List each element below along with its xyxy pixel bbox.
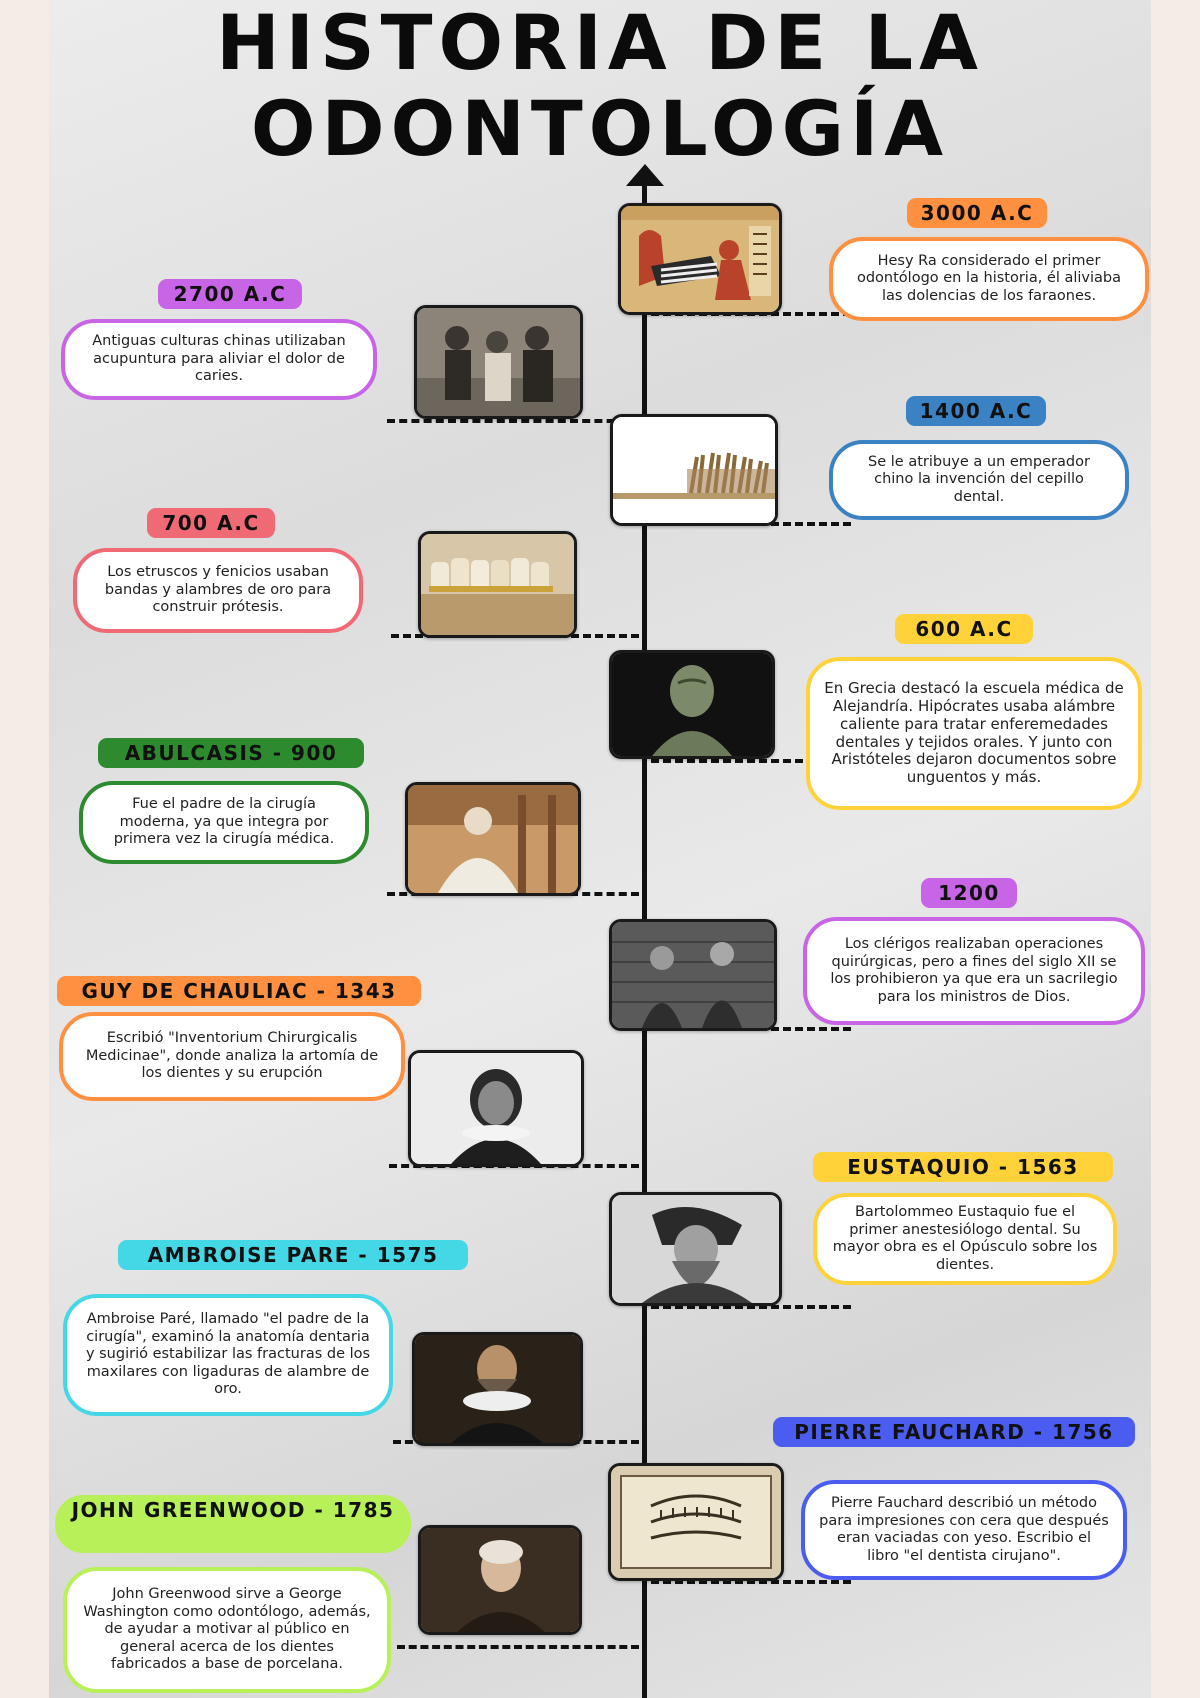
page-title	[49, 0, 1151, 172]
label-3000ac: 3000 A.C	[907, 198, 1047, 228]
photo-egyptian-wall-painting	[618, 203, 782, 315]
photo-eustaquio	[609, 1192, 782, 1306]
photo-greek-bust	[609, 650, 775, 759]
label-1343: GUY DE CHAULIAC - 1343	[57, 976, 421, 1006]
label-1575: AMBROISE PARE - 1575	[118, 1240, 468, 1270]
photo-chauliac	[408, 1050, 584, 1167]
photo-bristle-brush	[610, 414, 778, 526]
title-line-2: ODONTOLOGÍA	[250, 84, 950, 173]
card-2700ac: Antiguas culturas chinas utilizaban acupuntura para aliviar el dolor de caries.	[61, 319, 377, 400]
label-1756: PIERRE FAUCHARD - 1756	[773, 1417, 1135, 1447]
label-1400ac: 1400 A.C	[906, 396, 1046, 426]
photo-gold-band-teeth	[418, 531, 577, 638]
card-1343: Escribió "Inventorium Chirurgicalis Medicinae", donde analiza la artomía de los dientes y su erupción	[59, 1012, 405, 1101]
label-1563: EUSTAQUIO - 1563	[813, 1152, 1113, 1182]
connector-1785	[397, 1645, 639, 1649]
infographic-sheet	[49, 0, 1151, 1698]
label-600ac: 600 A.C	[895, 614, 1033, 644]
connector-2700ac	[387, 419, 639, 423]
card-1400ac: Se le atribuye a un emperador chino la invención del cepillo dental.	[829, 440, 1129, 520]
card-1785: John Greenwood sirve a George Washington como odontólogo, además, de ayudar a motivar al público en general acerca de los dientes fabricados a base de porcelana.	[63, 1567, 391, 1693]
card-1563: Bartolommeo Eustaquio fue el primer anestesiólogo dental. Su mayor obra es el Opúsculo sobre los dientes.	[813, 1193, 1117, 1285]
title-line-1: HISTORIA DE LA	[216, 0, 984, 87]
photo-clergy-engraving	[609, 919, 777, 1031]
label-1200: 1200	[921, 878, 1017, 908]
photo-pare	[412, 1332, 583, 1446]
label-2700ac: 2700 A.C	[158, 279, 302, 309]
photo-greenwood	[418, 1525, 582, 1635]
card-1756: Pierre Fauchard describió un método para impresiones con cera que después eran vaciadas con yeso. Escribio el libro "el dentista cirujano".	[801, 1480, 1127, 1580]
card-600ac: En Grecia destacó la escuela médica de Alejandría. Hipócrates usaba alámbre caliente para tratar enferemedades dentales y tejidos orales. Y junto con Aristóteles dejaron documentos sobre unguentos y más.	[806, 657, 1142, 810]
label-700ac: 700 A.C	[147, 508, 275, 538]
card-1200: Los clérigos realizaban operaciones quirúrgicas, pero a fines del siglo XII se los prohibieron ya que era un sacrilegio para los ministros de Dios.	[803, 917, 1145, 1025]
photo-abulcasis	[405, 782, 581, 896]
label-900: ABULCASIS - 900	[98, 738, 364, 768]
card-1575: Ambroise Paré, llamado "el padre de la cirugía", examinó la anatomía dentaria y sugirió estabilizar las fracturas de los maxilares con ligaduras de alambre de oro.	[63, 1294, 393, 1416]
card-3000ac: Hesy Ra considerado el primer odontólogo en la historia, él aliviaba las dolencias de los faraones.	[829, 237, 1149, 321]
label-1785: JOHN GREENWOOD - 1785	[55, 1495, 411, 1553]
photo-fauchard-book-plate	[608, 1463, 784, 1581]
card-700ac: Los etruscos y fenicios usaban bandas y alambres de oro para construir prótesis.	[73, 548, 363, 633]
photo-chinese-dental	[414, 305, 583, 419]
card-900: Fue el padre de la cirugía moderna, ya que integra por primera vez la cirugía médica.	[79, 781, 369, 864]
